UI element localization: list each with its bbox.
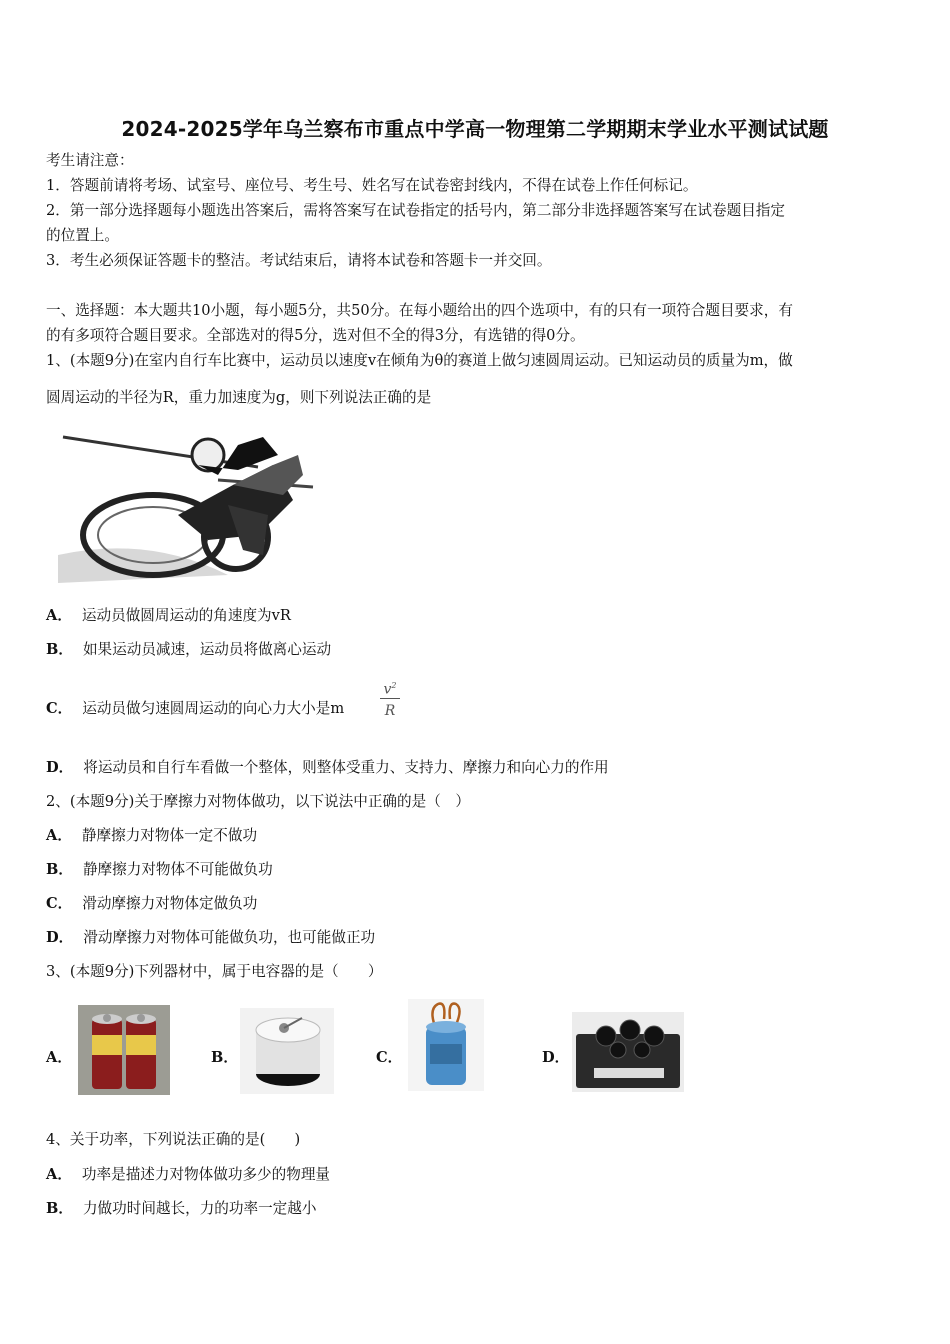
- q1-option-c: [46, 699, 344, 719]
- option-text: 运动员做匀速圆周运动的向心力大小是m: [82, 700, 345, 717]
- q2-option-c: [46, 894, 257, 914]
- fraction-power: 2: [391, 681, 397, 690]
- notice-item: 的位置上。: [46, 227, 119, 244]
- q3-option-c-label: C．: [376, 1049, 403, 1066]
- q2-option-d: [46, 928, 375, 948]
- notice-heading: 考生请注意：: [46, 152, 134, 169]
- cyclist-image: [58, 425, 318, 583]
- fraction-denominator: R: [384, 703, 396, 719]
- question-2-stem: 2、(本题9分)关于摩擦力对物体做功，以下说法中正确的是（ ）: [46, 793, 470, 810]
- option-text: 静摩擦力对物体不可能做负功: [82, 861, 273, 878]
- option-text: 滑动摩擦力对物体可能做负功，也可能做正功: [83, 929, 376, 946]
- notice-item: 1．答题前请将考场、试室号、座位号、考生号、姓名写在试卷密封线内，不得在试卷上作任何标记。: [46, 177, 698, 194]
- cylinder-image: [240, 1008, 334, 1094]
- option-label: B．: [46, 1200, 73, 1217]
- question-1-stem: 圆周运动的半径为R，重力加速度为g，则下列说法正确的是: [46, 389, 432, 406]
- page-title: 2024-2025学年乌兰察布市重点中学高一物理第二学期期末学业水平测试试题: [121, 117, 829, 141]
- option-label: C．: [46, 895, 73, 912]
- section-intro: 一、选择题：本大题共10小题，每小题5分，共50分。在每小题给出的四个选项中，有的只有一项符合题目要求，有: [46, 302, 793, 319]
- q2-option-b: [46, 860, 273, 880]
- notice-item: 3．考生必须保证答题卡的整洁。考试结束后，请将本试卷和答题卡一并交回。: [46, 252, 552, 269]
- resistance-box-image: [572, 1012, 684, 1092]
- option-label: A．: [46, 827, 72, 844]
- centripetal-fraction: [380, 676, 400, 721]
- option-text: 静摩擦力对物体一定不做功: [81, 827, 258, 844]
- option-text: 滑动摩擦力对物体定做负功: [82, 895, 258, 912]
- q4-option-b: [46, 1199, 316, 1219]
- q1-option-a: [46, 606, 291, 626]
- fraction-numerator: v: [383, 681, 392, 698]
- option-text: 如果运动员减速，运动员将做离心运动: [82, 641, 332, 658]
- notice-item: 2．第一部分选择题每小题选出答案后，需将答案写在试卷指定的括号内，第二部分非选择题答案写在试卷题目指定: [46, 202, 785, 219]
- option-label: A．: [46, 607, 72, 624]
- option-label: D．: [46, 759, 74, 776]
- question-3-stem: 3、(本题9分)下列器材中，属于电容器的是（ ）: [46, 963, 383, 980]
- option-label: D．: [46, 929, 74, 946]
- q4-option-a: [46, 1165, 330, 1185]
- question-4-stem: 4、关于功率，下列说法正确的是( ): [46, 1131, 301, 1148]
- question-1-stem: 1、(本题9分)在室内自行车比赛中，运动员以速度v在倾角为θ的赛道上做匀速圆周运动。已知运动员的质量为m，做: [46, 352, 793, 369]
- option-label: B．: [46, 641, 73, 658]
- q1-option-d: [46, 758, 609, 778]
- option-text: 功率是描述力对物体做功多少的物理量: [81, 1166, 331, 1183]
- q3-option-d-label: D．: [542, 1049, 570, 1066]
- batteries-image: [78, 1005, 170, 1095]
- option-label: A．: [46, 1166, 72, 1183]
- q2-option-a: [46, 826, 257, 846]
- option-label: C．: [46, 700, 73, 717]
- section-intro: 的有多项符合题目要求。全部选对的得5分，选对但不全的得3分，有选错的得0分。: [46, 327, 585, 344]
- capacitor-image: [408, 999, 484, 1091]
- q1-option-b: [46, 640, 331, 660]
- q3-option-b-label: B．: [211, 1049, 238, 1066]
- option-text: 运动员做圆周运动的角速度为vR: [81, 607, 291, 624]
- option-label: B．: [46, 861, 73, 878]
- option-text: 力做功时间越长，力的功率一定越小: [82, 1200, 317, 1217]
- option-text: 将运动员和自行车看做一个整体，则整体受重力、支持力、摩擦力和向心力的作用: [83, 759, 609, 776]
- q3-option-a-label: A．: [46, 1049, 72, 1066]
- fraction-bar: [380, 698, 400, 699]
